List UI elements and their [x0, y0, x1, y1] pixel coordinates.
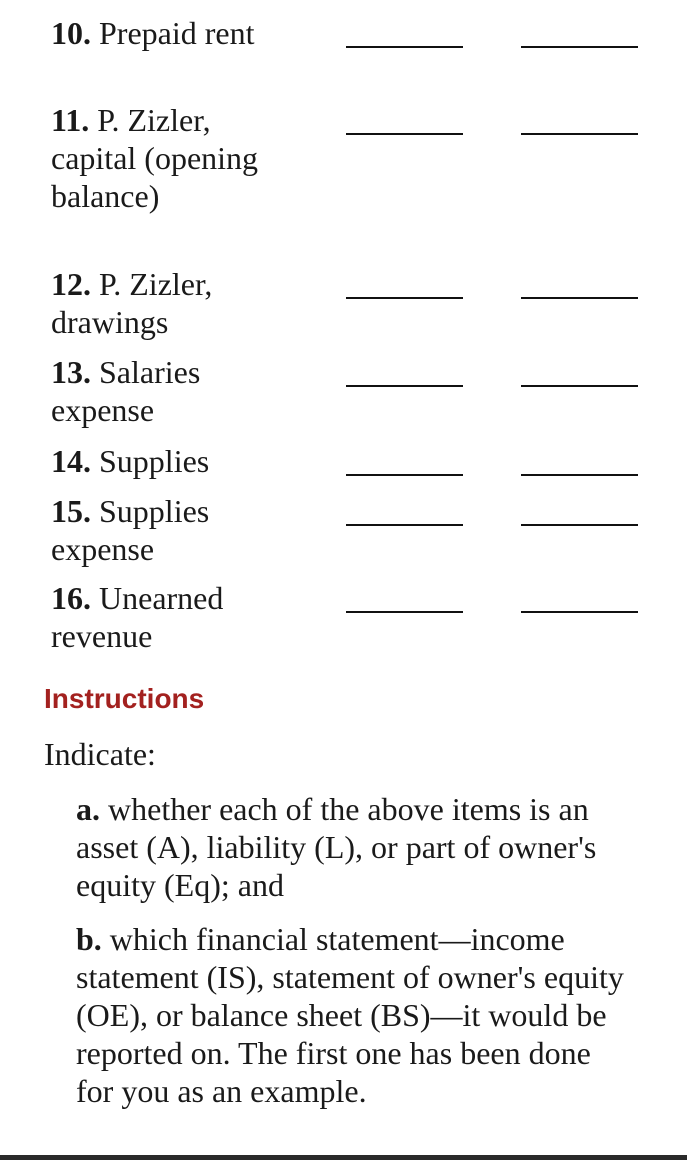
answer-blank-2[interactable] [521, 524, 638, 526]
answer-blank-1[interactable] [346, 46, 463, 48]
answer-blank-1[interactable] [346, 297, 463, 299]
instructions-heading: Instructions [44, 683, 205, 714]
item-text [51, 265, 266, 341]
part-a-letter: a. [76, 791, 100, 827]
item-text [51, 14, 266, 52]
item-text [51, 353, 266, 429]
item-label: P. Zizler, drawings [51, 266, 213, 340]
item-number: 15. [51, 493, 91, 529]
item-text [51, 579, 266, 655]
item-number: 16. [51, 580, 91, 616]
answer-blank-2[interactable] [521, 297, 638, 299]
item-label: Unearned revenue [51, 580, 224, 654]
item-text [51, 442, 266, 480]
item-label: Salaries expense [51, 354, 201, 428]
item-label: Supplies [99, 443, 210, 479]
answer-blank-1[interactable] [346, 133, 463, 135]
item-number: 11. [51, 102, 90, 138]
item-number: 10. [51, 15, 91, 51]
item-number: 12. [51, 266, 91, 302]
instruction-part-b [76, 920, 636, 1110]
answer-blank-1[interactable] [346, 385, 463, 387]
instruction-part-a [76, 790, 636, 904]
item-text [51, 492, 266, 568]
answer-blank-1[interactable] [346, 611, 463, 613]
item-number: 13. [51, 354, 91, 390]
answer-blank-2[interactable] [521, 611, 638, 613]
part-a-text: whether each of the above items is an asset (A), liability (L), or part of owner's equity (Eq); and [76, 791, 597, 903]
part-b-text: which financial statement—income statement (IS), statement of owner's equity (OE), or balance sheet (BS)—it would be reported on. The first one has been done for you as an example. [76, 921, 624, 1109]
instructions-lead: Indicate: [44, 736, 156, 772]
item-label: P. Zizler, capital (opening balance) [51, 102, 259, 214]
bottom-divider [0, 1155, 687, 1160]
answer-blank-1[interactable] [346, 474, 463, 476]
answer-blank-1[interactable] [346, 524, 463, 526]
answer-blank-2[interactable] [521, 46, 638, 48]
answer-blank-2[interactable] [521, 474, 638, 476]
answer-blank-2[interactable] [521, 385, 638, 387]
item-text [51, 101, 266, 215]
answer-blank-2[interactable] [521, 133, 638, 135]
item-label: Prepaid rent [99, 15, 255, 51]
item-label: Supplies expense [51, 493, 210, 567]
part-b-letter: b. [76, 921, 102, 957]
item-number: 14. [51, 443, 91, 479]
